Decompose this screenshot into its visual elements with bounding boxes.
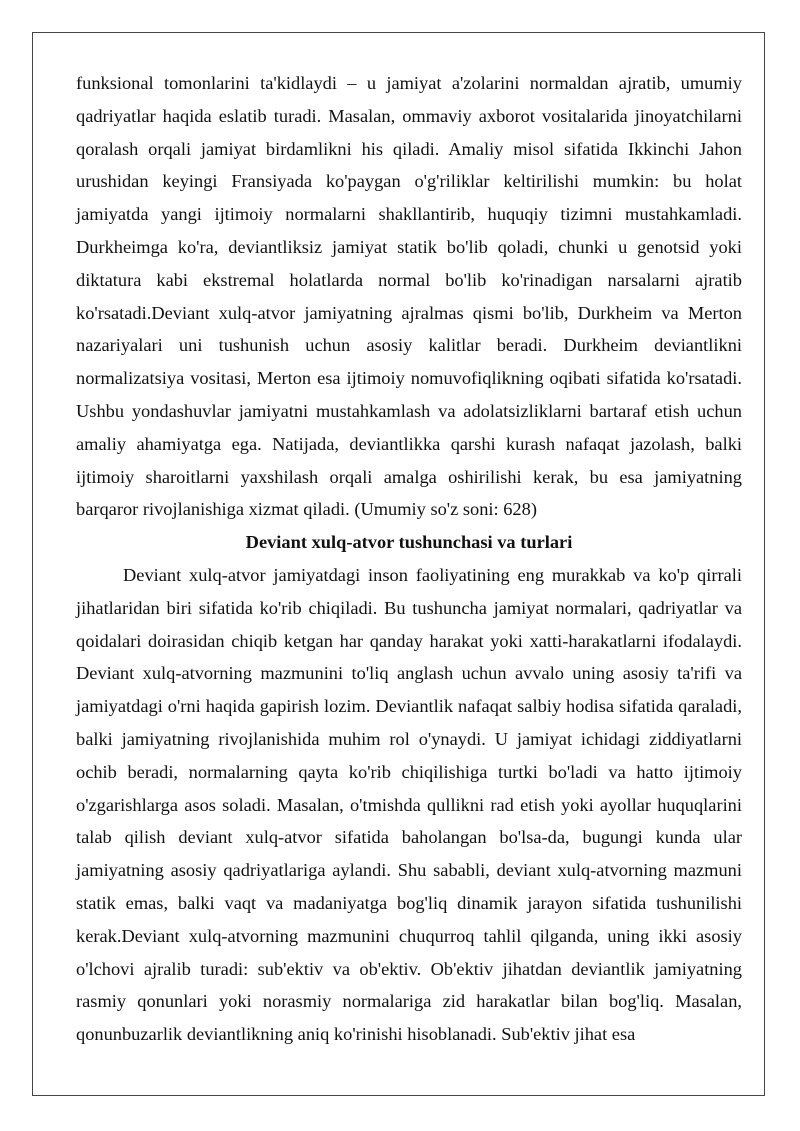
body-paragraph: Deviant xulq-atvor jamiyatdagi inson faoliyatining eng murakkab va ko'p qirrali jihatlaridan biri sifatida ko'rib chiqiladi. Bu tushuncha jamiyat normalari, qadriyatlar va qoidalari doirasidan chiqib ketgan har qanday harakat yoki xatti-harakatlarni ifodalaydi. Deviant xulq-atvorning mazmunini to'liq anglash uchun avvalo uning asosiy ta'rifi va jamiyatdagi o'rni haqida gapirish lozim. Deviantlik nafaqat salbiy hodisa sifatida qaraladi, balki jamiyatning rivojlanishida muhim rol o'ynaydi. U jamiyat ichidagi ziddiyatlarni ochib beradi, normalarning qayta ko'rib chiqilishiga turtki bo'ladi va hatto ijtimoiy o'zgarishlarga asos soladi. Masalan, o'tmishda qullikni rad etish yoki ayollar huquqlarini talab qilish deviant xulq-atvor sifatida baholangan bo'lsa-da, bugungi kunda ular jamiyatning asosiy qadriyatlariga aylandi. Shu sababli, deviant xulq-atvorning mazmuni statik emas, balki vaqt va madaniyatga bog'liq dinamik jarayon sifatida tushunilishi kerak.Deviant xulq-atvorning mazmunini chuqurroq tahlil qilganda, uning ikki asosiy o'lchovi ajralib turadi: sub'ektiv va ob'ektiv. Ob'ektiv jihatdan deviantlik jamiyatning rasmiy qonunlari yoki norasmiy normalariga zid harakatlar bilan bog'liq. Masalan, qonunbuzarlik deviantlikning aniq ko'rinishi hisoblanadi. Sub'ektiv jihat esa: [76, 564, 742, 1045]
section-heading: Deviant xulq-atvor tushunchasi va turlari: [245, 532, 573, 553]
document-body: [76, 67, 742, 1051]
body-paragraph: funksional tomonlarini ta'kidlaydi – u jamiyat a'zolarini normaldan ajratib, umumiy qadriyatlar haqida eslatib turadi. Masalan, ommaviy axborot vositalarida jinoyatchilarni qoralash orqali jamiyat birdamlikni his qiladi. Amaliy misol sifatida Ikkinchi Jahon urushidan keyingi Fransiyada ko'paygan o'g'riliklar keltirilishi mumkin: bu holat jamiyatda yangi ijtimoiy normalarni shakllantirib, huquqiy tizimni mustahkamladi. Durkheimga ko'ra, deviantliksiz jamiyat statik bo'lib qoladi, chunki u genotsid yoki diktatura kabi ekstremal holatlarda normal bo'lib ko'rinadigan narsalarni ajratib ko'rsatadi.Deviant xulq-atvor jamiyatning ajralmas qismi bo'lib, Durkheim va Merton nazariyalari uni tushunish uchun asosiy kalitlar beradi. Durkheim deviantlikni normalizatsiya vositasi, Merton esa ijtimoiy nomuvofiqlikning oqibati sifatida ko'rsatadi. Ushbu yondashuvlar jamiyatni mustahkamlash va adolatsizliklarni bartaraf etish uchun amaliy ahamiyatga ega. Natijada, deviantlikka qarshi kurash nafaqat jazolash, balki ijtimoiy sharoitlarni yaxshilash orqali amalga oshirilishi kerak, bu esa jamiyatning barqaror rivojlanishiga xizmat qiladi. (Umumiy so'z soni: 628): [76, 73, 742, 520]
